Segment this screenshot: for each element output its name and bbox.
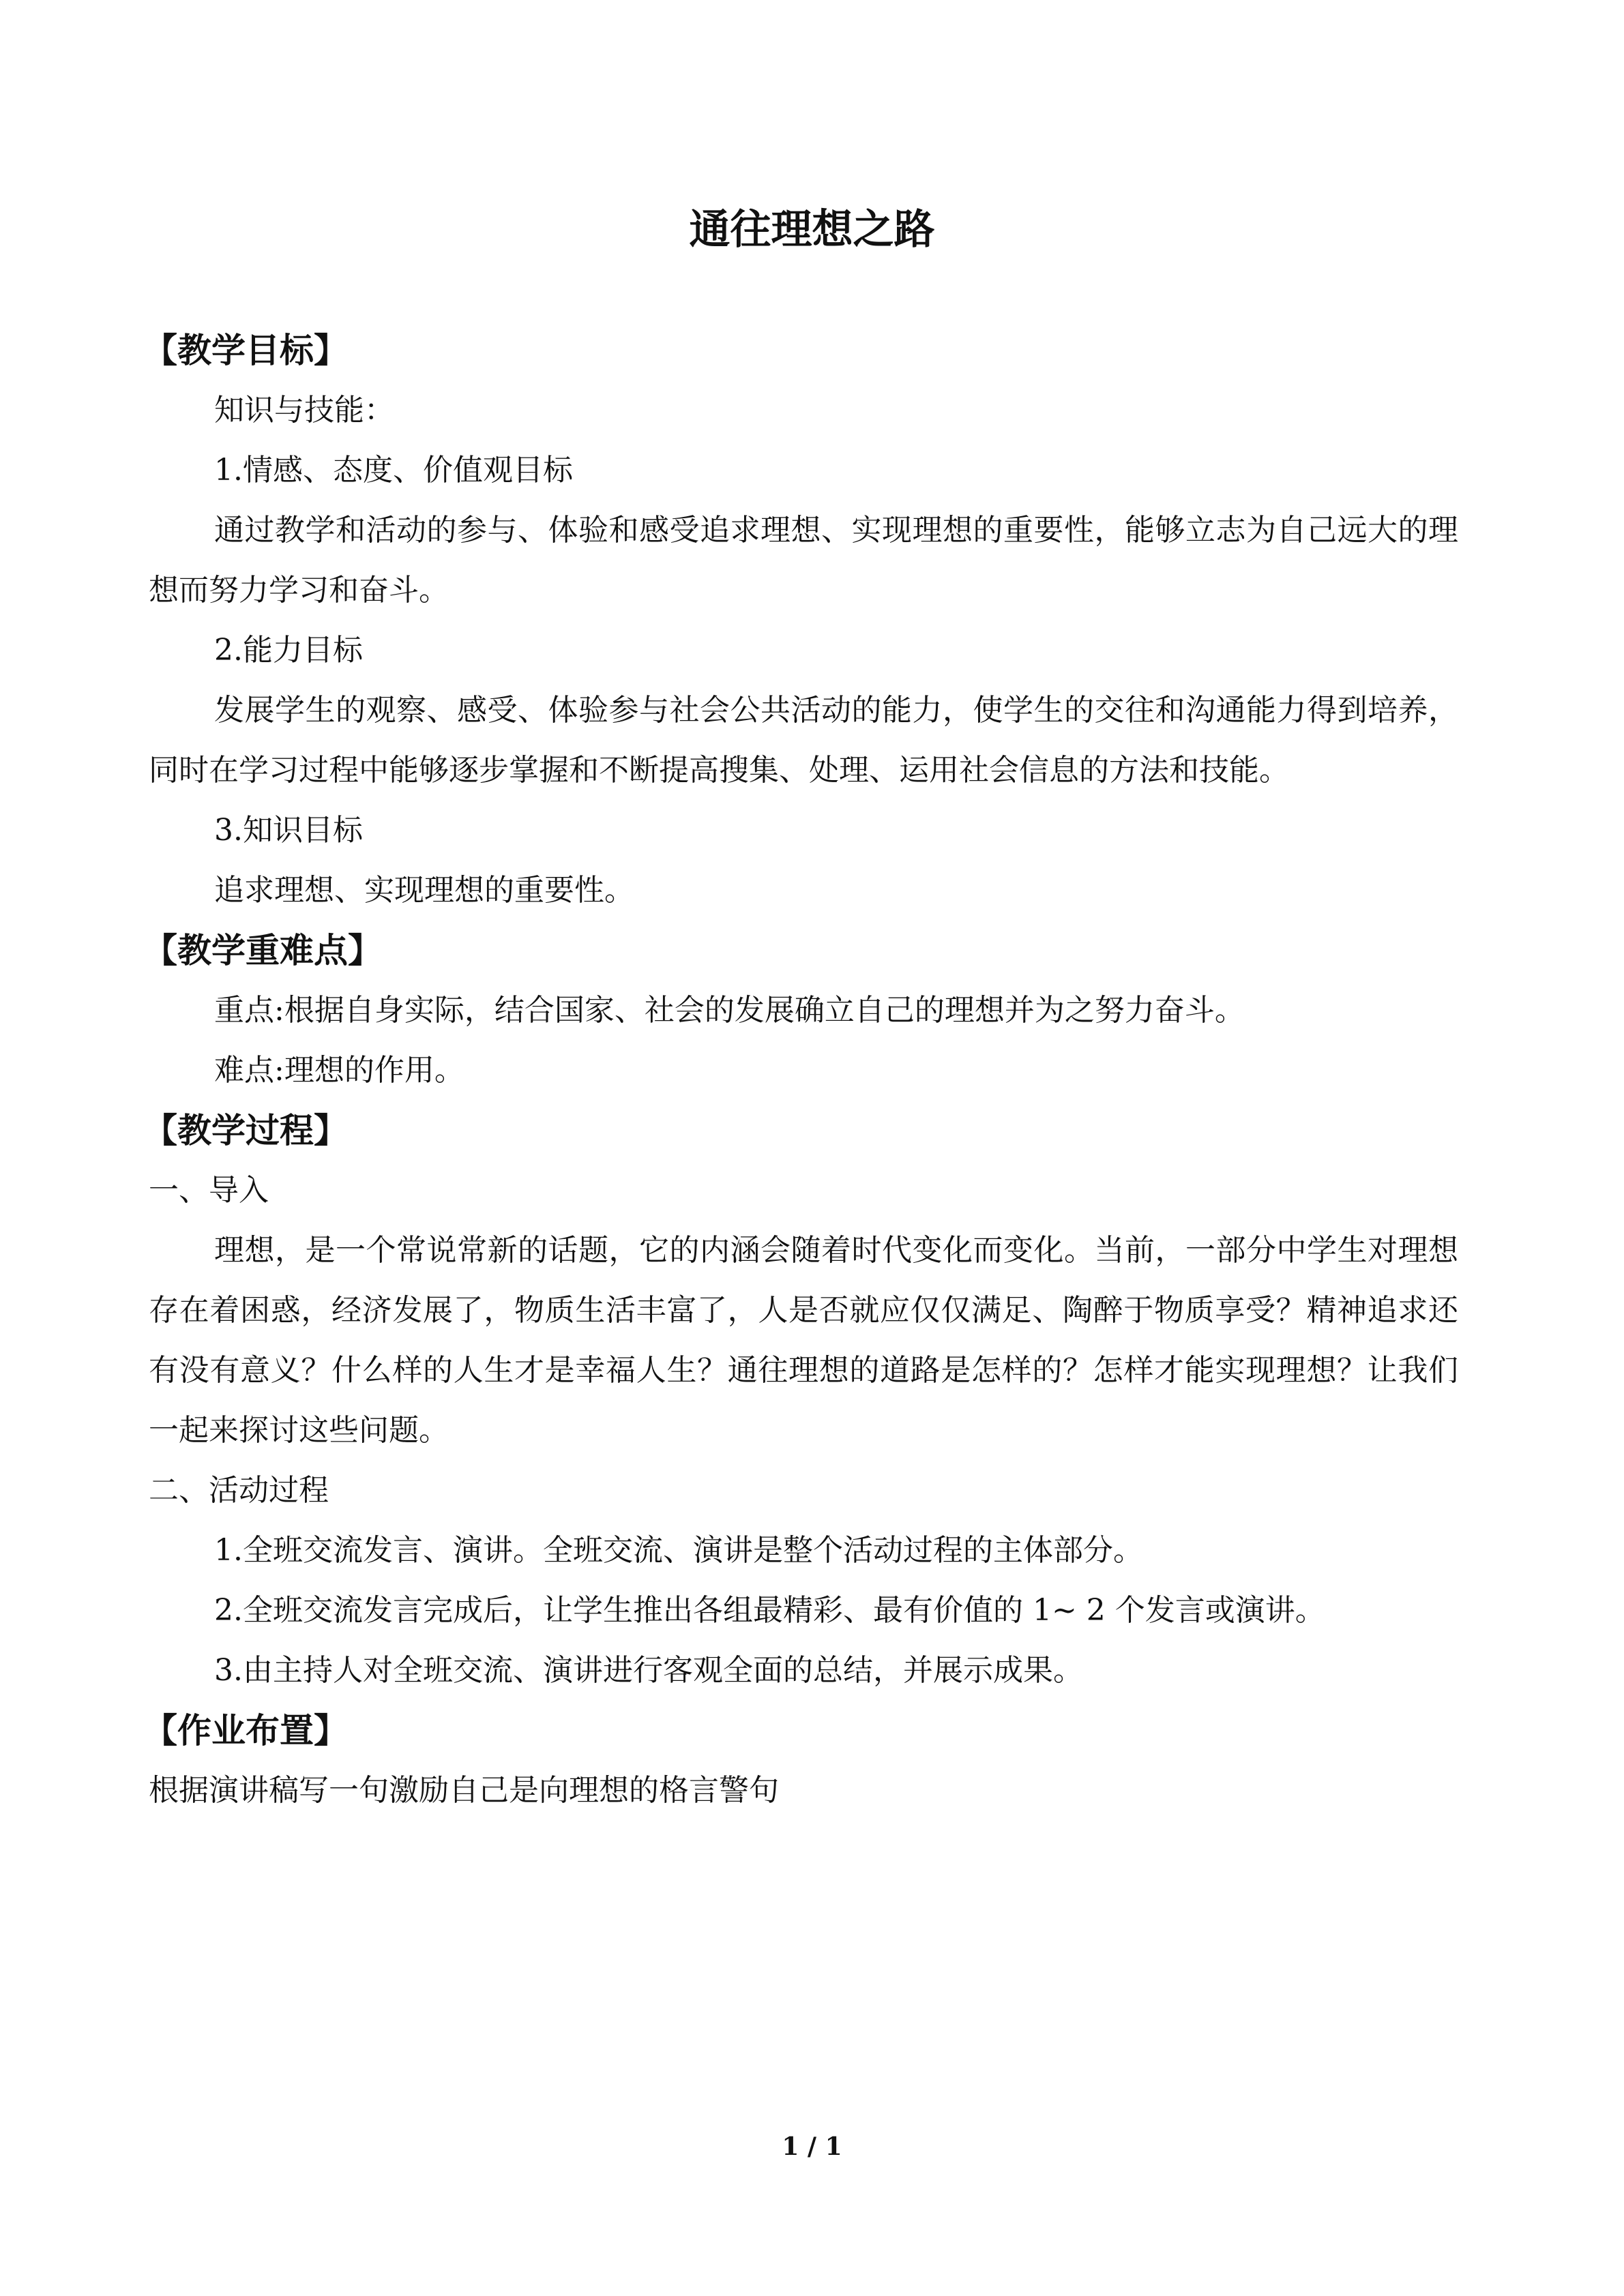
document-body [143, 320, 1458, 1821]
page-number: 1 / 1 [782, 2132, 842, 2161]
objectives-paragraph: 1.情感、态度、价值观目标 [214, 453, 573, 488]
objectives-paragraph: 知识与技能： [214, 393, 394, 428]
document-title: 通往理想之路 [689, 206, 935, 254]
process-paragraph: 2.全班交流发言完成后，让学生推出各组最精彩、最有价值的 1~ 2 个发言或演讲。 [214, 1593, 1325, 1628]
objectives-paragraph: 追求理想、实现理想的重要性。 [214, 873, 634, 908]
section-heading-key-points: 【教学重难点】 [143, 931, 382, 970]
section-heading-process: 【教学过程】 [143, 1111, 348, 1150]
objectives-paragraph: 发展学生的观察、感受、体验参与社会公共活动的能力，使学生的交往和沟通能力得到培养，同时在学习过程中能够逐步掌握和不断提高搜集、处理、运用社会信息的方法和技能。 [149, 693, 1458, 788]
process-paragraph: 3.由主持人对全班交流、演讲进行客观全面的总结，并展示成果。 [214, 1653, 1083, 1688]
process-paragraph: 理想，是一个常说常新的话题，它的内涵会随着时代变化而变化。当前，一部分中学生对理想存在着困惑，经济发展了，物质生活丰富了，人是否就应仅仅满足、陶醉于物质享受？精神追求还有没有意义？什么样的人生才是幸福人生？通往理想的道路是怎样的？怎样才能实现理想？让我们一起来探讨这些问题。 [149, 1233, 1458, 1448]
process-subheading: 一、导入 [149, 1173, 269, 1208]
homework-paragraph: 根据演讲稿写一句激励自己是向理想的格言警句 [149, 1773, 779, 1808]
difficult-point-paragraph: 难点:理想的作用。 [214, 1053, 464, 1088]
objectives-paragraph: 3.知识目标 [214, 813, 363, 848]
process-paragraph: 1.全班交流发言、演讲。全班交流、演讲是整个活动过程的主体部分。 [214, 1533, 1143, 1568]
section-heading-homework: 【作业布置】 [143, 1711, 348, 1750]
objectives-paragraph: 通过教学和活动的参与、体验和感受追求理想、实现理想的重要性，能够立志为自己远大的理想而努力学习和奋斗。 [149, 513, 1458, 608]
key-point-paragraph: 重点:根据自身实际，结合国家、社会的发展确立自己的理想并为之努力奋斗。 [214, 993, 1245, 1028]
process-subheading: 二、活动过程 [149, 1473, 329, 1508]
objectives-paragraph: 2.能力目标 [214, 633, 363, 668]
section-heading-objectives: 【教学目标】 [143, 331, 348, 370]
